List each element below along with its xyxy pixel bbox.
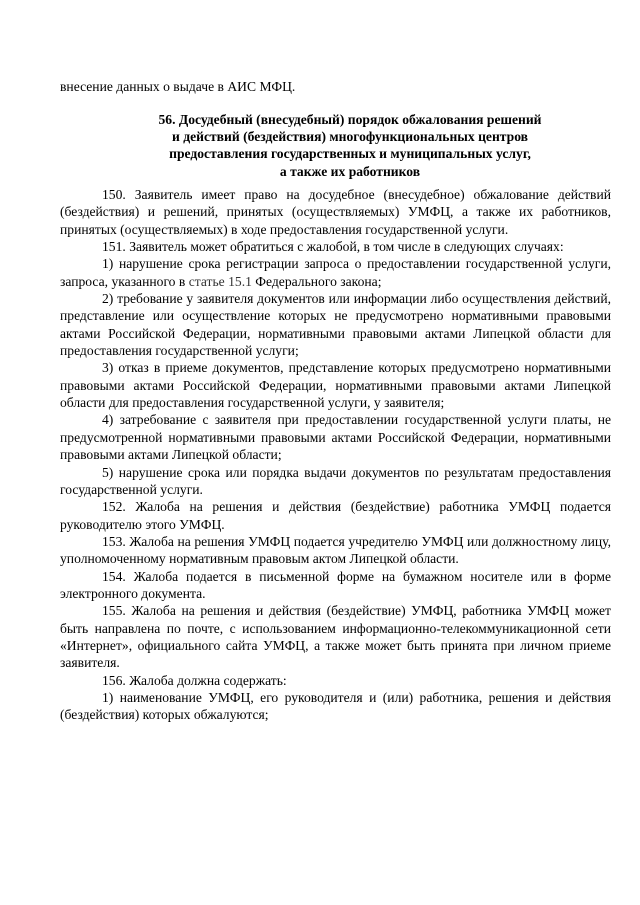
list-item-4: 4) затребование с заявителя при предоставлении государственной услуги платы, не предусмотренной нормативными правовыми актами Российской Федерации, нормативными правовыми актами Липецкой области; [60, 412, 611, 463]
list-item-3: 3) отказ в приеме документов, представление которых предусмотрено нормативными правовыми актами Российской Федерации, нормативными правовыми актами Липецкой области для предоставления государственной услуги, у заявителя; [60, 360, 611, 411]
paragraph-151: 151. Заявитель может обратиться с жалобой, в том числе в следующих случаях: [102, 239, 564, 255]
paragraph-154: 154. Жалоба подается в письменной форме на бумажном носителе или в форме электронного документа. [60, 568, 611, 601]
lead-line: внесение данных о выдаче в АИС МФЦ. [60, 79, 296, 94]
paragraph-150: 150. Заявитель имеет право на досудебное (внесудебное) обжалование действий (бездействия) и решений, принятых (осуществляемых) УМФЦ, а также их работников, принятых (осуществляемых) в ходе предоставления государственной услуги. [60, 187, 611, 237]
paragraph-156: 156. Жалоба должна содержать: [102, 672, 287, 688]
paragraph-155: 155. Жалоба на решения и действия (бездействие) УМФЦ, работника УМФЦ может быть направлена по почте, с использованием информационно-телекоммуникационной сети «Интернет», официального сайта УМФЦ, а также может быть принята при личном приеме заявителя. [60, 603, 611, 671]
list-item-2: 2) требование у заявителя документов или информации либо осуществления действий, представление или осуществление которых не предусмотрено нормативными правовыми актами Российской Федерации, нормативными правовыми актами Липецкой области для предоставления государственной услуги; [60, 291, 611, 359]
heading-line: а также их работников [279, 163, 421, 179]
list-item-1-text: 1) нарушение срока регистрации запроса о предоставлении государственной услуги, запроса, указанного в [60, 256, 611, 289]
heading-line: и действий (бездействия) многофункциональных центров [171, 129, 528, 145]
paragraph-152: 152. Жалоба на решения и действия (бездействие) работника УМФЦ подается руководителю этого УМФЦ. [60, 499, 611, 532]
document-body [60, 186, 611, 724]
list-item-1-tail: Федерального закона; [251, 273, 382, 289]
article-15-1-link[interactable]: статье 15.1 [188, 273, 252, 289]
section-heading [110, 111, 590, 180]
heading-line: предоставления государственных и муниципальных услуг, [169, 146, 531, 162]
paragraph-156-item-1: 1) наименование УМФЦ, его руководителя и (или) работника, решения и действия (бездействия) которых обжалуются; [60, 689, 611, 723]
list-item-5: 5) нарушение срока или порядка выдачи документов по результатам предоставления государственной услуги. [60, 464, 611, 497]
list-item-1 [60, 255, 611, 290]
paragraph-153: 153. Жалоба на решения УМФЦ подается учредителю УМФЦ или должностному лицу, уполномоченному нормативным правовым актом Липецкой области. [60, 533, 611, 567]
heading-line: 56. Досудебный (внесудебный) порядок обжалования решений [158, 112, 542, 127]
